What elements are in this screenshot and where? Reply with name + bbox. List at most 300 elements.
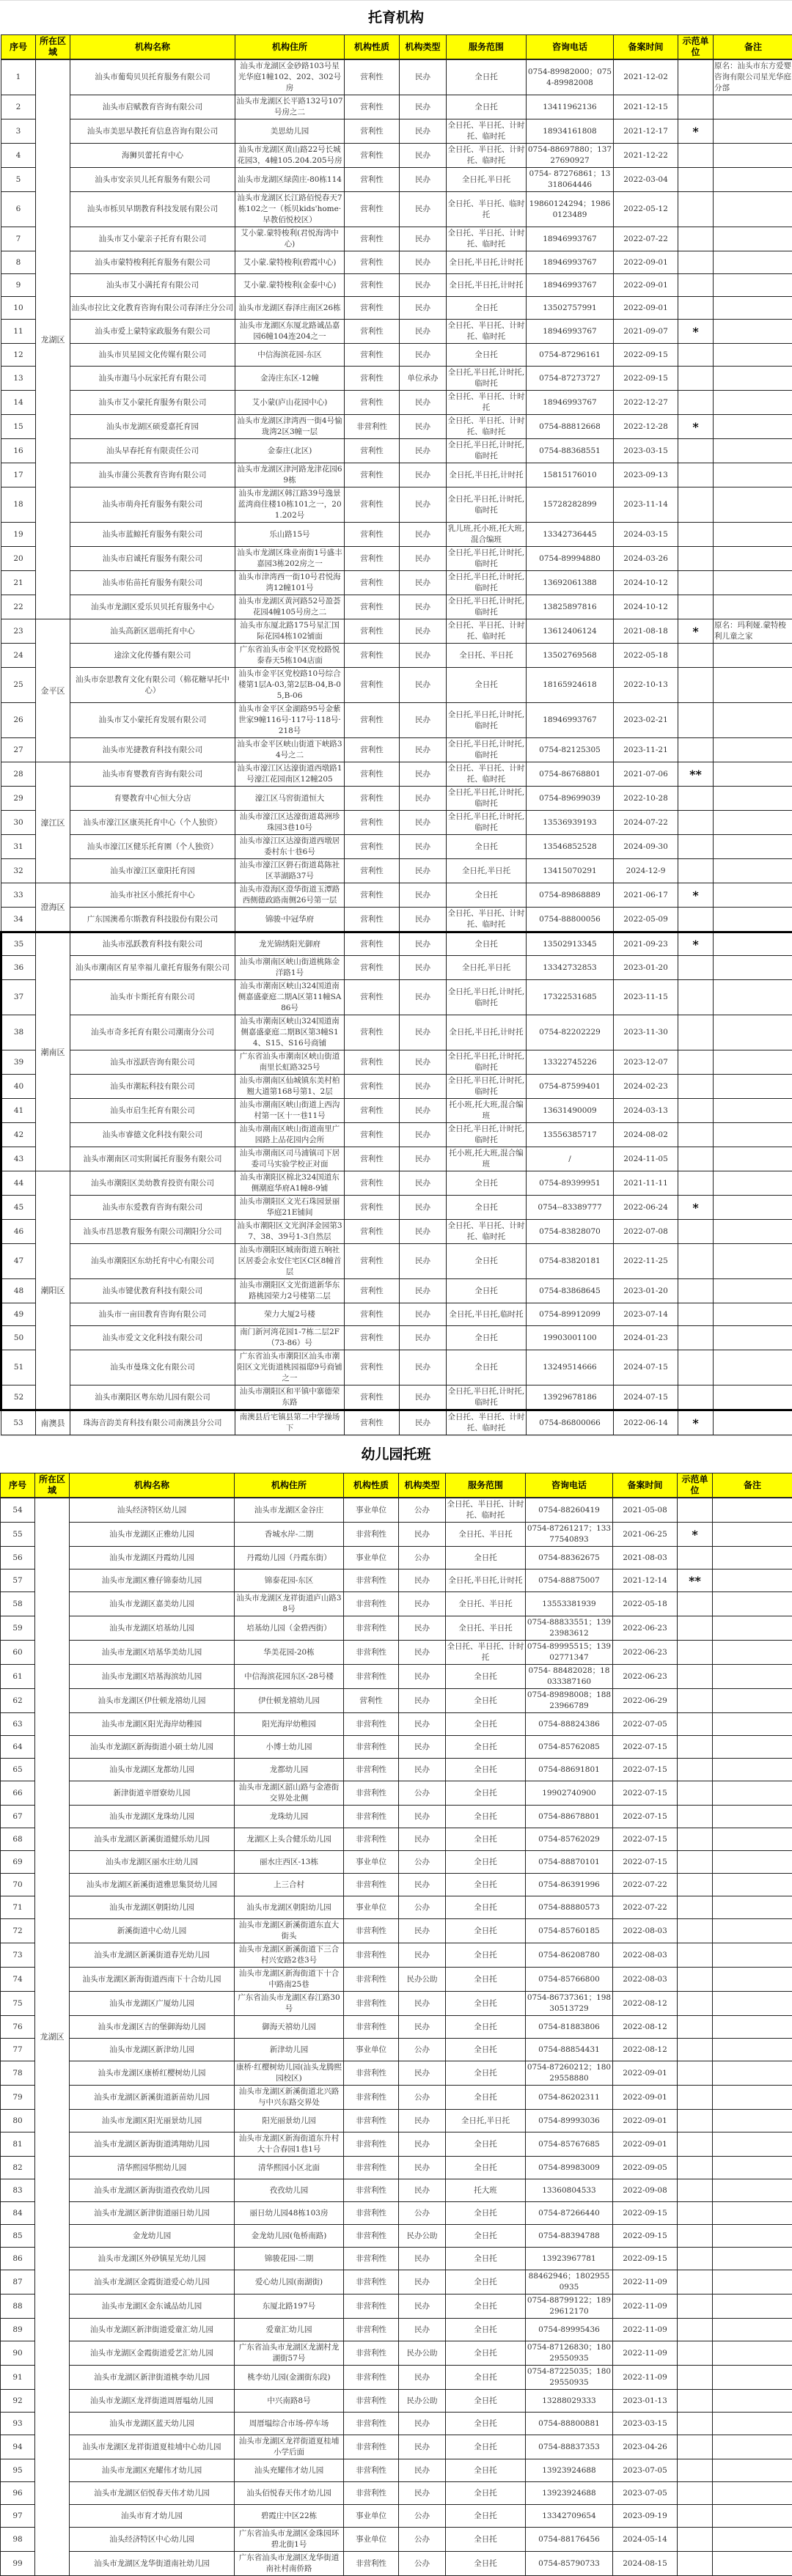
header-address: 机构住所 bbox=[235, 35, 345, 60]
cell-type: 民办 bbox=[400, 811, 447, 835]
cell-date: 2022-08-03 bbox=[613, 1919, 678, 1943]
header-type: 机构类型 bbox=[399, 1473, 446, 1498]
cell-service: 全日托 bbox=[447, 835, 527, 859]
cell-type: 民办 bbox=[400, 1050, 447, 1075]
cell-service: 全日托 bbox=[446, 1547, 526, 1569]
cell-index: 16 bbox=[1, 439, 36, 463]
cell-name: 汕头市启生托育有限公司 bbox=[70, 1099, 235, 1123]
cell-phone: 0754-89868889 bbox=[527, 883, 614, 908]
cell-date: 2021-05-08 bbox=[613, 1498, 678, 1523]
table-row bbox=[1, 320, 792, 344]
cell-index: 27 bbox=[1, 738, 36, 762]
cell-nature: 营利性 bbox=[345, 547, 400, 571]
cell-index: 31 bbox=[1, 835, 36, 859]
header-region: 所在区域 bbox=[36, 35, 70, 60]
cell-name: 汕头市龙湖区培基幼儿园 bbox=[70, 1616, 235, 1641]
cell-type: 民办 bbox=[399, 2413, 446, 2435]
cell-date: 2022-09-15 bbox=[614, 367, 678, 391]
cell-note bbox=[713, 2319, 792, 2341]
cell-nature: 营利性 bbox=[345, 1147, 400, 1171]
cell-date: 2022-06-23 bbox=[613, 1616, 678, 1641]
cell-demo bbox=[678, 2270, 713, 2295]
cell-phone: 13631490009 bbox=[527, 1099, 614, 1123]
cell-name: 新溪街道中心幼儿园 bbox=[70, 1919, 235, 1943]
header-service: 服务范围 bbox=[447, 35, 527, 60]
cell-index: 13 bbox=[1, 367, 36, 391]
cell-demo bbox=[678, 703, 714, 738]
cell-address: 汕头市濠江区礐石街道葛陈社区莘湖路37号 bbox=[235, 859, 345, 883]
cell-index: 75 bbox=[1, 1992, 35, 2016]
table-row bbox=[1, 2319, 792, 2341]
cell-phone: 0754-86737361；19830513729 bbox=[526, 1992, 613, 2016]
cell-type: 民办 bbox=[400, 274, 447, 297]
cell-name: 汕头市龙湖区新津街道桃李幼儿园 bbox=[70, 2366, 235, 2390]
cell-demo bbox=[678, 1992, 713, 2016]
cell-type: 民办 bbox=[399, 1689, 446, 1713]
cell-index: 39 bbox=[1, 1050, 36, 1075]
cell-service: 全日托,半日托,计时托,临时托 bbox=[447, 487, 527, 523]
table-row bbox=[1, 1874, 792, 1896]
cell-service: 全日托,半日托,计时托,临时托 bbox=[447, 547, 527, 571]
cell-note bbox=[714, 835, 792, 859]
cell-name: 汕头市龙湖区佰悦春天伟才幼儿园 bbox=[70, 2482, 235, 2505]
cell-phone: 0754-89699039 bbox=[527, 787, 614, 811]
cell-name: 育婴教育中心恒大分店 bbox=[70, 787, 235, 811]
cell-demo bbox=[678, 1641, 713, 1665]
cell-phone: 0754-89898008；18823966789 bbox=[526, 1689, 613, 1713]
cell-nature: 营利性 bbox=[345, 144, 400, 168]
cell-name: 汕头市龙湖区外砂镇星光幼儿园 bbox=[70, 2248, 235, 2270]
cell-name: 汕头市龙湖区硕爱嘉托育园 bbox=[70, 415, 235, 439]
cell-date: 2023-07-05 bbox=[613, 2459, 678, 2482]
cell-address: 荣力大厦2号楼 bbox=[235, 1303, 345, 1326]
cell-phone: 18946993767 bbox=[527, 227, 614, 251]
cell-type: 民办 bbox=[400, 1326, 447, 1350]
cell-note bbox=[714, 251, 792, 274]
cell-type: 民办公助 bbox=[399, 2341, 446, 2366]
cell-demo bbox=[678, 644, 714, 668]
cell-name: 汕头市曼珠文化有限公司 bbox=[70, 1350, 235, 1385]
table-row bbox=[1, 619, 792, 644]
cell-service: 全日托,半日托,计时托,临时托 bbox=[447, 1075, 527, 1099]
cell-index: 24 bbox=[1, 644, 36, 668]
cell-demo bbox=[678, 2435, 713, 2459]
cell-demo bbox=[678, 1874, 713, 1896]
cell-service: 全日托 bbox=[446, 1992, 526, 2016]
cell-address: 南澳县后宅镇县第二中学操场下 bbox=[235, 1410, 345, 1435]
cell-type: 公办 bbox=[399, 2202, 446, 2225]
cell-demo bbox=[678, 1896, 713, 1919]
cell-phone: 15815176010 bbox=[527, 463, 614, 487]
cell-address: 美思幼儿园 bbox=[235, 119, 345, 144]
cell-demo bbox=[678, 2319, 713, 2341]
table-row bbox=[1, 1050, 792, 1075]
cell-nature: 非营利性 bbox=[344, 1806, 399, 1828]
cell-type: 民办公助 bbox=[399, 2225, 446, 2248]
cell-phone: 0754-88368551 bbox=[527, 439, 614, 463]
cell-name: 汕头市龙湖区新溪街道春光幼儿园 bbox=[70, 1943, 235, 1968]
header-note: 备注 bbox=[713, 1473, 792, 1498]
cell-service: 全日托 bbox=[447, 1326, 527, 1350]
registry-table bbox=[0, 1473, 792, 2576]
cell-address: 香城水岸-二期 bbox=[235, 1523, 344, 1547]
cell-phone: 0754-81883806 bbox=[526, 2016, 613, 2039]
cell-service: 全日托 bbox=[447, 932, 527, 956]
cell-type: 民办 bbox=[399, 2459, 446, 2482]
cell-demo bbox=[678, 2132, 713, 2157]
cell-index: 44 bbox=[1, 1171, 36, 1196]
cell-address: 汕头市龙湖区春泽庄南区26栋 bbox=[235, 297, 345, 320]
cell-address: 龙光锦绣阳光御府 bbox=[235, 932, 345, 956]
cell-date: 2023-11-30 bbox=[614, 1015, 678, 1050]
cell-address: 汕头市潮南区仙城镇东美村柏翘大道第168号第1、2层 bbox=[235, 1075, 345, 1099]
cell-service: 全日托,半日托 bbox=[446, 2110, 526, 2132]
cell-demo bbox=[678, 1075, 714, 1099]
cell-address: 广东省汕头市龙湖区龙华街道南社村南侨路 bbox=[235, 2552, 344, 2576]
cell-name: 汕头市龙湖区爱乐贝贝托育服务中心 bbox=[70, 595, 235, 619]
cell-service: 全日托、半日托、计时托、临时托 bbox=[447, 415, 527, 439]
header-row bbox=[1, 1473, 792, 1498]
cell-type: 民办 bbox=[400, 227, 447, 251]
cell-type: 民办 bbox=[399, 1641, 446, 1665]
cell-address: 中信海滨花园-东区 bbox=[235, 344, 345, 367]
cell-demo bbox=[678, 2225, 713, 2248]
cell-note bbox=[714, 463, 792, 487]
cell-note bbox=[714, 523, 792, 547]
cell-address: 汕头市潮阳区文光石珠园景丽华庭21E铺间 bbox=[235, 1196, 345, 1220]
cell-index: 12 bbox=[1, 344, 36, 367]
cell-index: 7 bbox=[1, 227, 36, 251]
cell-address: 广东省汕头市潮南区峡山街道南里长虹路325号 bbox=[235, 1050, 345, 1075]
cell-type: 民办 bbox=[399, 1592, 446, 1616]
cell-name: 途涂文化传播有限公司 bbox=[70, 644, 235, 668]
cell-address: 汕头市龙湖区津湾西一街4号愉珑湾2区3幢一层 bbox=[235, 415, 345, 439]
cell-note bbox=[714, 344, 792, 367]
cell-service: 全日托 bbox=[446, 2132, 526, 2157]
cell-note bbox=[713, 2225, 792, 2248]
cell-phone: 18165924618 bbox=[527, 668, 614, 703]
cell-service: 全日托、半日托、计时托、临时托 bbox=[447, 119, 527, 144]
table-row bbox=[1, 2366, 792, 2390]
cell-type: 民办 bbox=[400, 787, 447, 811]
cell-address: 汕头市龙湖区新海街道东升村大十合春园1巷1号 bbox=[235, 2132, 344, 2157]
cell-nature: 非营利性 bbox=[344, 2157, 399, 2179]
cell-demo: * bbox=[678, 932, 714, 956]
cell-service: 全日托 bbox=[446, 1828, 526, 1851]
cell-demo bbox=[678, 1616, 713, 1641]
table-row bbox=[1, 1736, 792, 1759]
table-row bbox=[1, 1220, 792, 1244]
cell-note bbox=[714, 668, 792, 703]
cell-name: 汕头市龙湖区阳光丽景幼儿园 bbox=[70, 2110, 235, 2132]
table-row bbox=[1, 1992, 792, 2016]
cell-service: 全日托,半日托,计时托 bbox=[447, 463, 527, 487]
cell-phone: 13342709654 bbox=[526, 2505, 613, 2528]
cell-note bbox=[714, 1303, 792, 1326]
cell-address: 汕头市澄海区澄华街道玉潭路西侧德政路南侧26号第一层 bbox=[235, 883, 345, 908]
cell-demo bbox=[678, 956, 714, 980]
cell-address: 爱心幼儿园(南湖街) bbox=[235, 2270, 344, 2295]
cell-phone: 0754-83868645 bbox=[527, 1279, 614, 1303]
cell-demo bbox=[678, 344, 714, 367]
cell-note bbox=[714, 415, 792, 439]
cell-phone: 13553381939 bbox=[526, 1592, 613, 1616]
cell-note bbox=[713, 2390, 792, 2413]
cell-phone: 13612406124 bbox=[527, 619, 614, 644]
cell-region: 南澳县 bbox=[36, 1410, 70, 1435]
cell-demo bbox=[678, 1123, 714, 1147]
cell-note bbox=[713, 1523, 792, 1547]
cell-phone: 0754-87273727 bbox=[527, 367, 614, 391]
cell-service: 全日托 bbox=[446, 1759, 526, 1781]
section-title: 托育机构 bbox=[0, 0, 792, 34]
cell-type: 民办 bbox=[400, 980, 447, 1015]
cell-note bbox=[713, 2179, 792, 2202]
cell-nature: 非营利性 bbox=[344, 1569, 399, 1592]
cell-nature: 非营利性 bbox=[344, 1968, 399, 1992]
cell-type: 民办 bbox=[400, 1147, 447, 1171]
cell-address: 汕头市潮南区司马浦镇司下居委司马实验学校正对面 bbox=[235, 1147, 345, 1171]
cell-note bbox=[713, 2482, 792, 2505]
table-row bbox=[1, 908, 792, 932]
cell-demo bbox=[678, 859, 714, 883]
cell-type: 民办 bbox=[399, 1992, 446, 2016]
cell-name: 汕头市龙湖区培基海滨幼儿园 bbox=[70, 1665, 235, 1689]
table-row bbox=[1, 119, 792, 144]
cell-nature: 非营利性 bbox=[344, 2248, 399, 2270]
cell-nature: 非营利性 bbox=[344, 2110, 399, 2132]
header-phone: 咨询电话 bbox=[526, 1473, 613, 1498]
cell-name: 汕头市龙湖区新津街道丽日幼儿园 bbox=[70, 2202, 235, 2225]
cell-type: 民办 bbox=[399, 1616, 446, 1641]
cell-nature: 非营利性 bbox=[344, 1992, 399, 2016]
cell-service: 全日托、半日托、计时托、临时托 bbox=[447, 762, 527, 787]
cell-name: 汕头市佑苗托育服务有限公司 bbox=[70, 571, 235, 595]
cell-type: 公办 bbox=[399, 2505, 446, 2528]
cell-date: 2024-10-12 bbox=[614, 595, 678, 619]
cell-address: 培基幼儿园（金碧西街） bbox=[235, 1616, 344, 1641]
cell-type: 民办 bbox=[400, 571, 447, 595]
cell-date: 2023-01-20 bbox=[614, 956, 678, 980]
cell-index: 96 bbox=[1, 2482, 35, 2505]
cell-demo bbox=[678, 274, 714, 297]
cell-demo bbox=[678, 1279, 714, 1303]
cell-index: 78 bbox=[1, 2061, 35, 2086]
cell-nature: 非营利性 bbox=[344, 1781, 399, 1806]
cell-demo: * bbox=[678, 415, 714, 439]
cell-nature: 事业单位 bbox=[344, 2528, 399, 2552]
cell-service: 全日托 bbox=[446, 1689, 526, 1713]
cell-index: 81 bbox=[1, 2132, 35, 2157]
cell-demo bbox=[678, 738, 714, 762]
cell-address: 金涛庄东区-12幢 bbox=[235, 367, 345, 391]
cell-note bbox=[714, 95, 792, 119]
cell-service: 全日托、半日托、临时托 bbox=[447, 192, 527, 227]
cell-note bbox=[714, 762, 792, 787]
cell-address: 汕头市濠江区达濠街道葛洲珍珠园3巷10号 bbox=[235, 811, 345, 835]
table-row bbox=[1, 523, 792, 547]
cell-note bbox=[714, 703, 792, 738]
cell-type: 民办公助 bbox=[399, 1968, 446, 1992]
cell-date: 2021-12-15 bbox=[614, 95, 678, 119]
cell-date: 2022-11-25 bbox=[614, 1244, 678, 1279]
cell-phone: 17322531685 bbox=[527, 980, 614, 1015]
cell-service: 全日托、半日托、计时托 bbox=[446, 1641, 526, 1665]
table-row bbox=[1, 980, 792, 1015]
header-index: 序号 bbox=[1, 35, 36, 60]
cell-nature: 非营利性 bbox=[344, 2390, 399, 2413]
cell-service: 全日托、半日托、计时托、临时托 bbox=[447, 619, 527, 644]
cell-demo bbox=[678, 668, 714, 703]
cell-date: 2024-07-22 bbox=[614, 811, 678, 835]
cell-service: 全日托、半日托、计时托、临时托 bbox=[447, 144, 527, 168]
cell-phone: 0754-88799122；18929612170 bbox=[526, 2295, 613, 2319]
cell-type: 民办 bbox=[400, 439, 447, 463]
cell-address: 金泰庄(北区) bbox=[235, 439, 345, 463]
cell-address: 汕头市龙湖区黄山路22号长城花园3，4幢105.204.205号房 bbox=[235, 144, 345, 168]
cell-index: 22 bbox=[1, 595, 36, 619]
cell-phone: 0754-88800881 bbox=[526, 2413, 613, 2435]
cell-name: 汕头市艾小蒙托育发展有限公司 bbox=[70, 703, 235, 738]
cell-nature: 营利性 bbox=[345, 811, 400, 835]
cell-address: 南门新河湾花园1-7栋二层2F（73-86）号 bbox=[235, 1326, 345, 1350]
cell-type: 民办 bbox=[400, 297, 447, 320]
cell-service: 全日托 bbox=[447, 668, 527, 703]
cell-phone: 0754-89983009 bbox=[526, 2157, 613, 2179]
cell-date: 2023-01-13 bbox=[613, 2390, 678, 2413]
cell-nature: 非营利性 bbox=[344, 2061, 399, 2086]
table-row bbox=[1, 1592, 792, 1616]
cell-type: 民办 bbox=[400, 391, 447, 415]
cell-phone: 0754-85766800 bbox=[526, 1968, 613, 1992]
table-row bbox=[1, 2482, 792, 2505]
cell-note bbox=[713, 2202, 792, 2225]
cell-service: 全日托 bbox=[446, 2390, 526, 2413]
cell-type: 民办 bbox=[400, 1385, 447, 1410]
table-row bbox=[1, 703, 792, 738]
cell-note bbox=[714, 1385, 792, 1410]
cell-name: 汕头市龙湖区正雅幼儿园 bbox=[70, 1523, 235, 1547]
cell-name: 汕头市龙湖区嘉美幼儿园 bbox=[70, 1592, 235, 1616]
cell-type: 民办 bbox=[399, 2061, 446, 2086]
cell-demo bbox=[678, 2016, 713, 2039]
cell-demo bbox=[678, 1736, 713, 1759]
cell-note bbox=[714, 1220, 792, 1244]
cell-name: 汕头市龙湖区充耀伟才幼儿园 bbox=[70, 2459, 235, 2482]
cell-date: 2024-07-15 bbox=[614, 1385, 678, 1410]
cell-address: 汕头市龙湖区新溪街道北兴路与中兴东路交界处 bbox=[235, 2086, 344, 2110]
cell-address: 艾小蒙.蒙特梭利(君悦海湾中心) bbox=[235, 227, 345, 251]
cell-note bbox=[714, 644, 792, 668]
cell-address: 汕头市金平区峡山街道下峡路34号之二 bbox=[235, 738, 345, 762]
table-row bbox=[1, 1689, 792, 1713]
table-row bbox=[1, 251, 792, 274]
table-row bbox=[1, 391, 792, 415]
cell-type: 民办 bbox=[400, 192, 447, 227]
cell-name: 汕头市龙湖区康桥红樱树幼儿园 bbox=[70, 2061, 235, 2086]
cell-index: 40 bbox=[1, 1075, 36, 1099]
cell-nature: 非营利性 bbox=[344, 2270, 399, 2295]
cell-date: 2022-08-03 bbox=[613, 1943, 678, 1968]
cell-index: 71 bbox=[1, 1896, 35, 1919]
cell-name: 汕头市育婴教育咨询有限公司 bbox=[70, 762, 235, 787]
cell-address: 汕头市潮南区峡山街道南里广园路上品花园内会所 bbox=[235, 1123, 345, 1147]
cell-name: 汕头市迦马小玩家托育有限公司 bbox=[70, 367, 235, 391]
cell-note bbox=[713, 1943, 792, 1968]
table-row bbox=[1, 2435, 792, 2459]
cell-service: 全日托 bbox=[446, 2086, 526, 2110]
cell-phone: 13923924688 bbox=[526, 2459, 613, 2482]
cell-nature: 营利性 bbox=[345, 644, 400, 668]
cell-address: 东厦北路197号 bbox=[235, 2295, 344, 2319]
cell-date: 2022-08-03 bbox=[613, 1968, 678, 1992]
cell-nature: 事业单位 bbox=[344, 1896, 399, 1919]
cell-date: 2023-07-05 bbox=[613, 2482, 678, 2505]
cell-name: 汕头市龙湖区新海街道小硕士幼儿园 bbox=[70, 1736, 235, 1759]
cell-service: 全日托 bbox=[446, 2061, 526, 2086]
cell-type: 民办 bbox=[400, 883, 447, 908]
cell-nature: 营利性 bbox=[345, 391, 400, 415]
cell-nature: 营利性 bbox=[345, 1099, 400, 1123]
cell-service: 全日托 bbox=[446, 1943, 526, 1968]
cell-phone: 13342732853 bbox=[527, 956, 614, 980]
cell-nature: 营利性 bbox=[345, 439, 400, 463]
table-row bbox=[1, 2390, 792, 2413]
cell-type: 民办 bbox=[400, 119, 447, 144]
cell-date: 2024-03-26 bbox=[614, 547, 678, 571]
cell-region: 潮南区 bbox=[36, 932, 70, 1171]
cell-service: 全日托 bbox=[447, 95, 527, 119]
cell-phone: 0754-88870101 bbox=[526, 1851, 613, 1874]
cell-index: 59 bbox=[1, 1616, 35, 1641]
cell-type: 民办 bbox=[400, 835, 447, 859]
cell-type: 民办 bbox=[400, 463, 447, 487]
cell-type: 公办 bbox=[399, 1547, 446, 1569]
cell-demo bbox=[678, 1781, 713, 1806]
cell-date: 2021-06-25 bbox=[613, 1523, 678, 1547]
cell-address: 阳光海岸幼稚园 bbox=[235, 1713, 344, 1736]
table-row bbox=[1, 2528, 792, 2552]
cell-nature: 非营利性 bbox=[344, 1641, 399, 1665]
cell-phone: 0754-88394788 bbox=[526, 2225, 613, 2248]
cell-phone: 0754-89982000；0754-89982008 bbox=[527, 59, 614, 95]
table-row bbox=[1, 463, 792, 487]
cell-address: 汕头市龙湖区黄河路52号盈荟花园4幢105号房之二 bbox=[235, 595, 345, 619]
cell-phone: 18946993767 bbox=[527, 320, 614, 344]
cell-note bbox=[713, 2110, 792, 2132]
cell-type: 民办 bbox=[400, 908, 447, 932]
cell-type: 民办 bbox=[400, 547, 447, 571]
cell-phone: 0754-83828070 bbox=[527, 1220, 614, 1244]
cell-service: 全日托、半日托、计时托、临时托 bbox=[447, 1410, 527, 1435]
cell-note bbox=[713, 2413, 792, 2435]
cell-name: 汕头市龙湖区新津街道爱童汇幼儿园 bbox=[70, 2319, 235, 2341]
cell-note bbox=[714, 595, 792, 619]
cell-service: 全日托 bbox=[447, 883, 527, 908]
cell-demo bbox=[678, 835, 714, 859]
cell-nature: 营利性 bbox=[345, 1326, 400, 1350]
cell-note bbox=[713, 2505, 792, 2528]
cell-nature: 营利性 bbox=[345, 859, 400, 883]
cell-nature: 营利性 bbox=[345, 1220, 400, 1244]
cell-phone: 0754-82125305 bbox=[527, 738, 614, 762]
cell-date: 2022-11-09 bbox=[613, 2270, 678, 2295]
cell-note bbox=[714, 1123, 792, 1147]
cell-service: 全日托 bbox=[446, 2202, 526, 2225]
table-row bbox=[1, 1171, 792, 1196]
cell-nature: 营利性 bbox=[345, 595, 400, 619]
cell-date: 2022-08-12 bbox=[613, 1992, 678, 2016]
